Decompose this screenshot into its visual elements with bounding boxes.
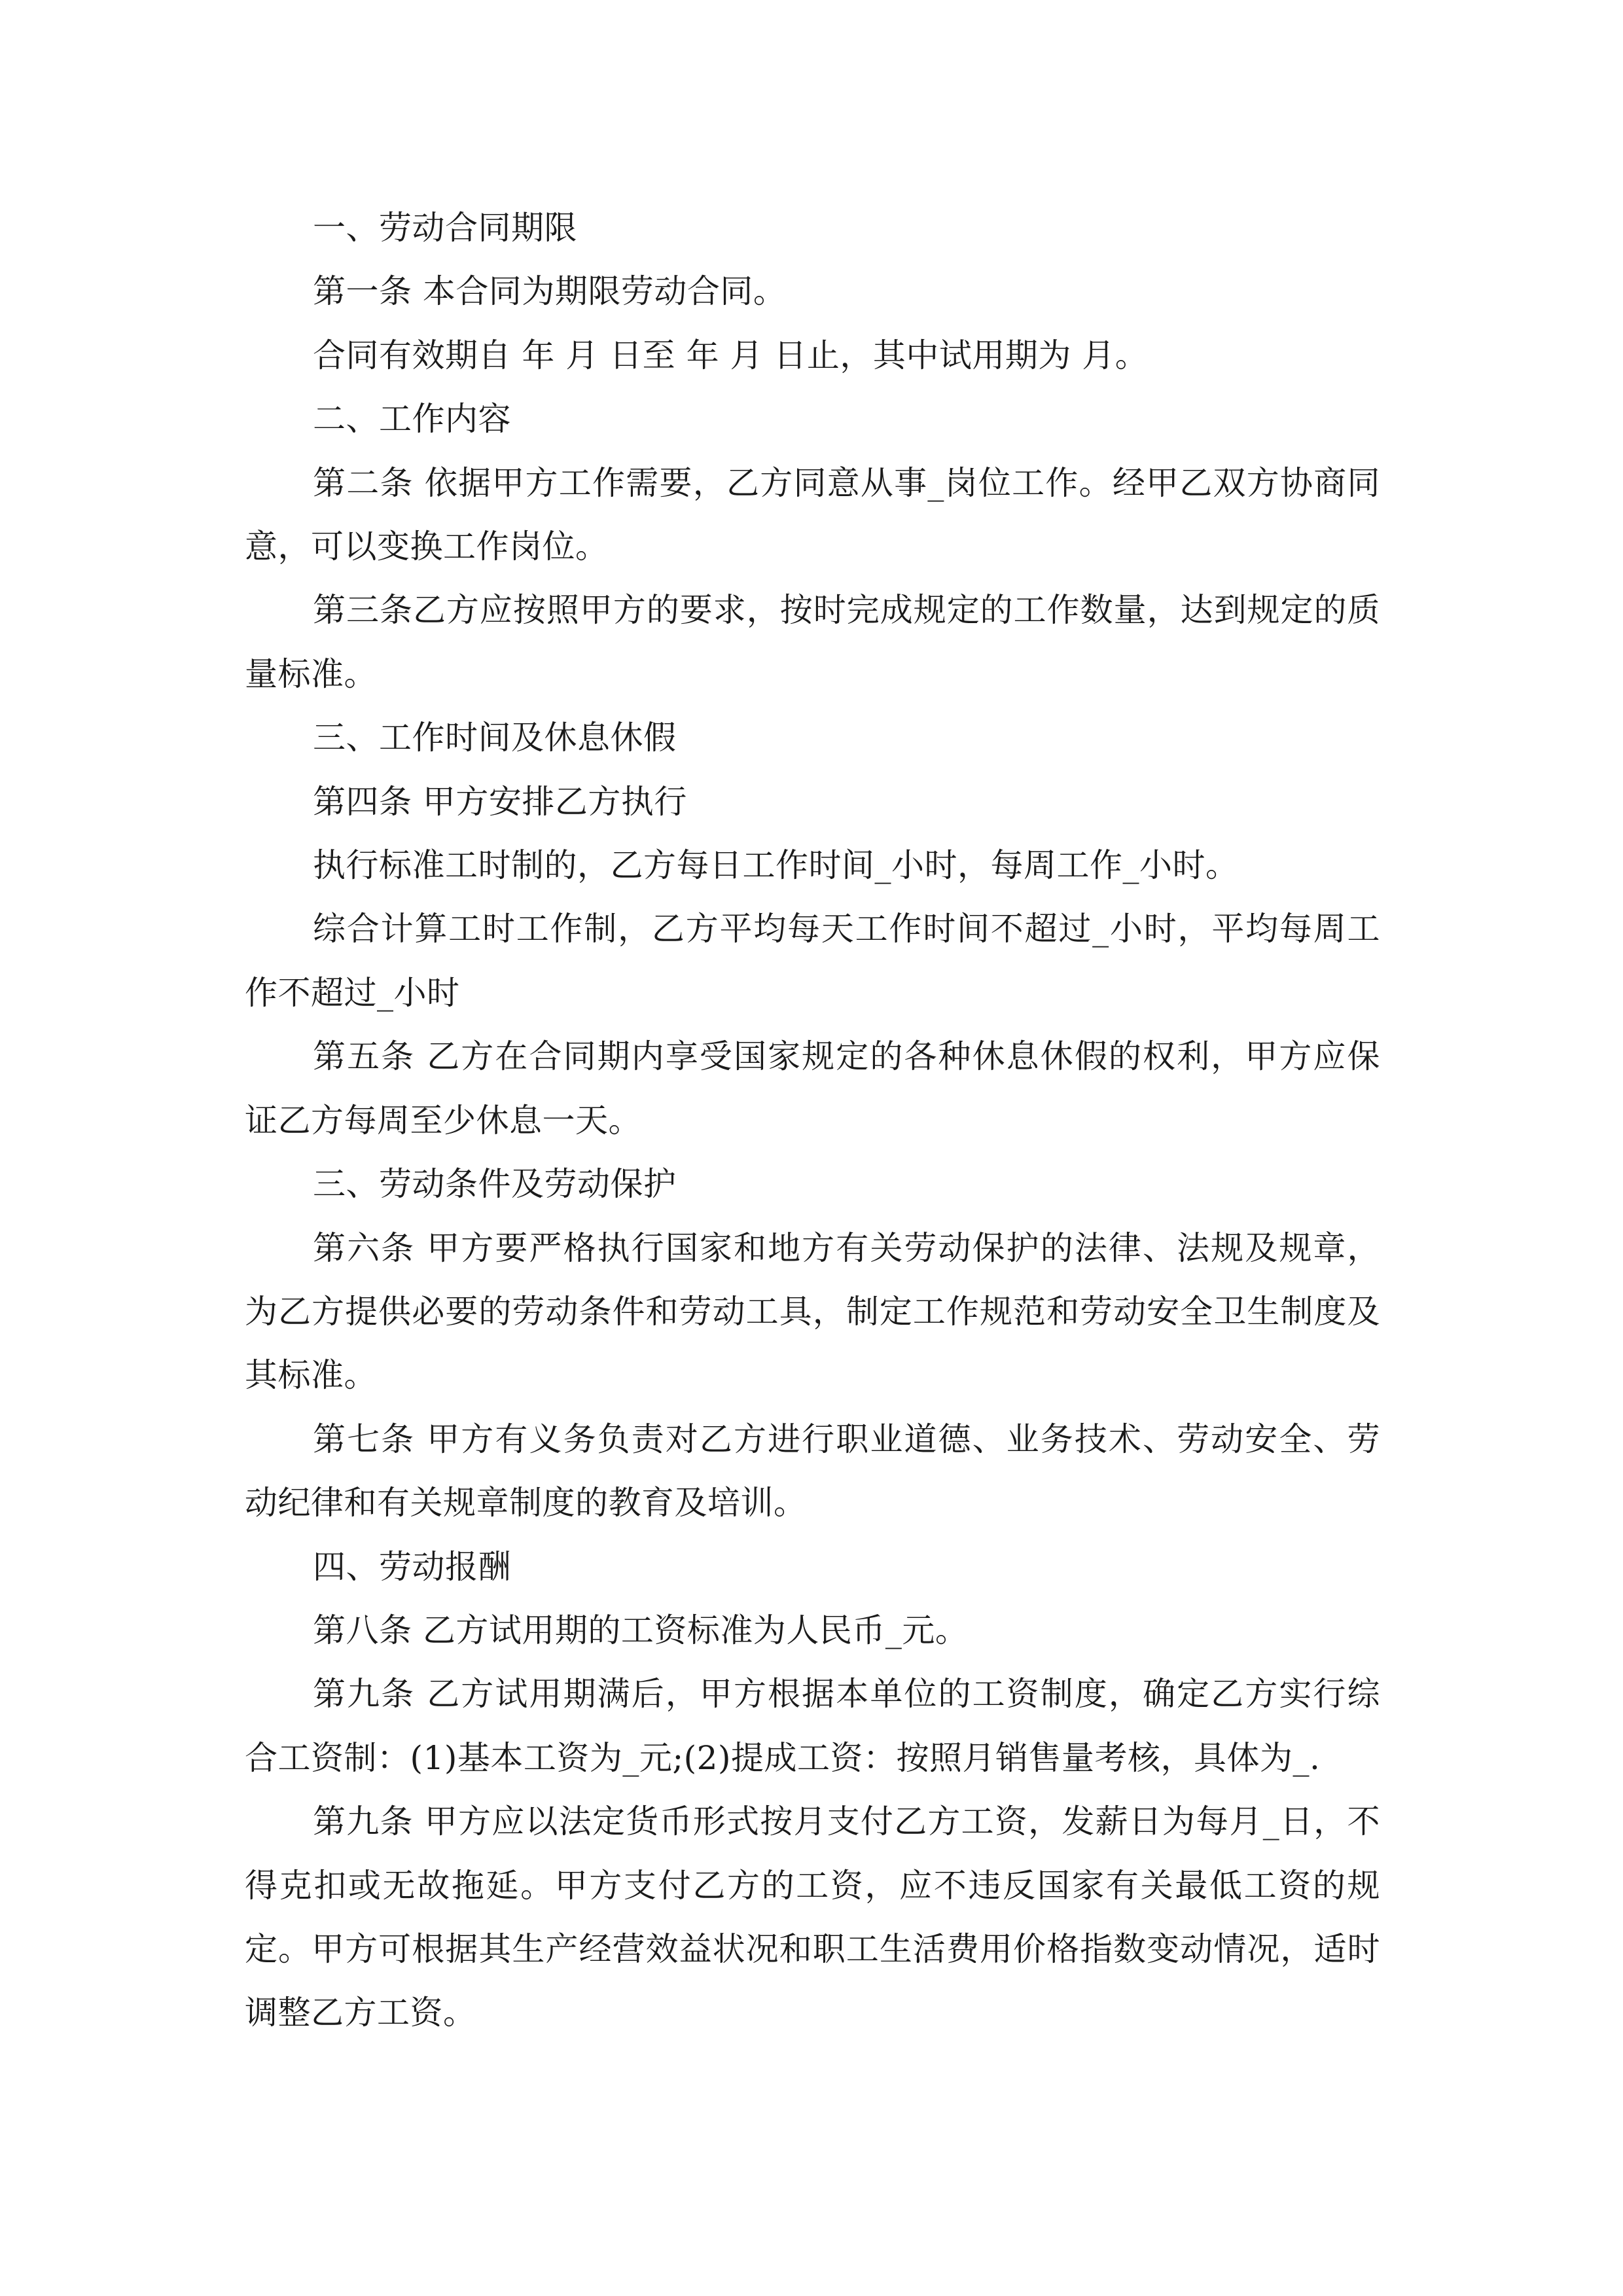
- article-8: 第八条 乙方试用期的工资标准为人民币_元。: [313, 1611, 969, 1649]
- standard-working-hours: 执行标准工时制的，乙方每日工作时间_小时，每周工作_小时。: [313, 846, 1239, 885]
- document-body: [245, 196, 1380, 2045]
- article-5: 第五条 乙方在合同期内享受国家规定的各种休息休假的权利，甲方应保证乙方每周至少休息一天。: [245, 1037, 1380, 1139]
- article-6: 第六条 甲方要严格执行国家和地方有关劳动保护的法律、法规及规章，为乙方提供必要的劳动条件和劳动工具，制定工作规范和劳动安全卫生制度及其标准。: [245, 1229, 1380, 1395]
- section-heading-labor-protection: 三、劳动条件及劳动保护: [313, 1165, 677, 1204]
- comprehensive-working-hours: 综合计算工时工作制，乙方平均每天工作时间不超过_小时，平均每周工作不超过_小时: [245, 910, 1380, 1012]
- contract-validity-period: 合同有效期自 年 月 日至 年 月 日止，其中试用期为 月。: [313, 336, 1149, 374]
- article-4: 第四条 甲方安排乙方执行: [313, 782, 687, 821]
- section-heading-work-content: 二、工作内容: [313, 400, 511, 439]
- article-9-salary-system: 第九条 乙方试用期满后，甲方根据本单位的工资制度，确定乙方实行综合工资制：(1)基本工资为_元;(2)提成工资：按照月销售量考核，具体为_.: [245, 1675, 1380, 1777]
- article-7: 第七条 甲方有义务负责对乙方进行职业道德、业务技术、劳动安全、劳动纪律和有关规章制度的教育及培训。: [245, 1420, 1380, 1522]
- section-heading-remuneration: 四、劳动报酬: [313, 1547, 511, 1586]
- section-heading-working-hours: 三、工作时间及休息休假: [313, 719, 677, 757]
- article-9-payment: 第九条 甲方应以法定货币形式按月支付乙方工资，发薪日为每月_日，不得克扣或无故拖延。甲方支付乙方的工资，应不违反国家有关最低工资的规定。甲方可根据其生产经营效益状况和职工生活费用价格指数变动情况，适时调整乙方工资。: [245, 1803, 1380, 2032]
- article-2: 第二条 依据甲方工作需要，乙方同意从事_岗位工作。经甲乙双方协商同意，可以变换工作岗位。: [245, 463, 1380, 566]
- section-heading-contract-term: 一、劳动合同期限: [313, 209, 577, 247]
- article-1: 第一条 本合同为期限劳动合同。: [313, 272, 787, 311]
- article-3: 第三条乙方应按照甲方的要求，按时完成规定的工作数量，达到规定的质量标准。: [245, 591, 1380, 693]
